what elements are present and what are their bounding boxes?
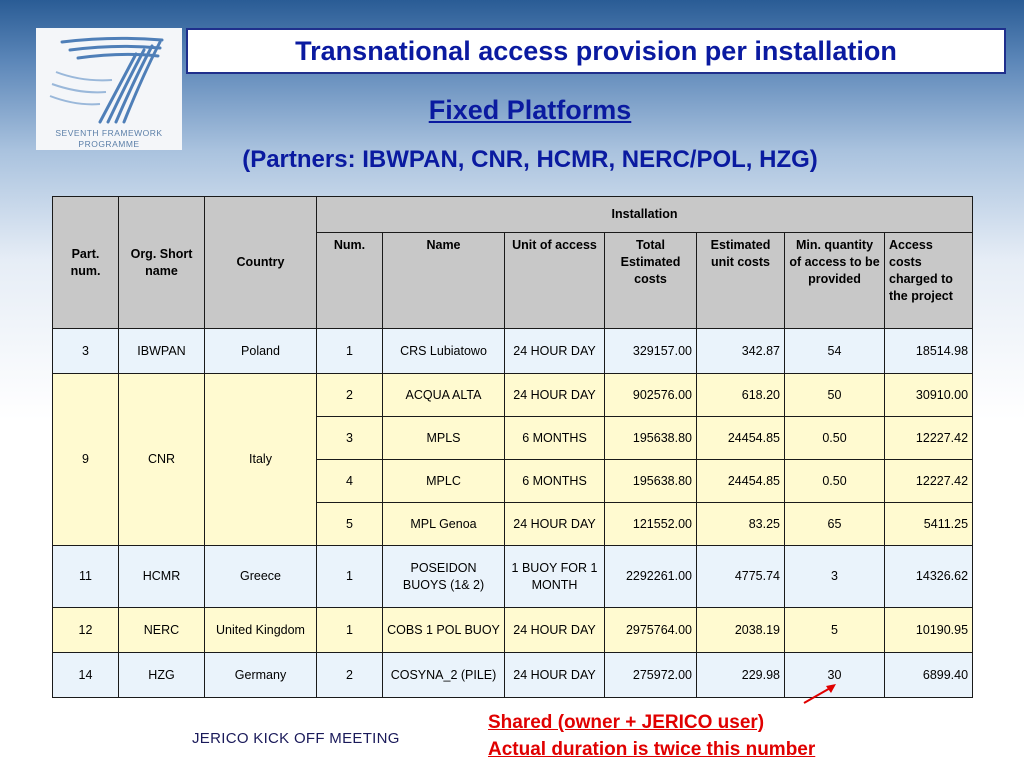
cell-total: 329157.00 xyxy=(605,329,697,374)
header-est-unit: Estimated unit costs xyxy=(697,233,785,329)
cell-num: 1 xyxy=(317,546,383,608)
cell-unit: 1 BUOY FOR 1 MONTH xyxy=(505,546,605,608)
cell-unit-cost: 24454.85 xyxy=(697,460,785,503)
table-row xyxy=(53,374,973,417)
cell-org: NERC xyxy=(119,608,205,653)
cell-part: 11 xyxy=(53,546,119,608)
cell-unit: 24 HOUR DAY xyxy=(505,653,605,698)
cell-org: HZG xyxy=(119,653,205,698)
page-title: Transnational access provision per installation xyxy=(295,35,897,66)
header-installation: Installation xyxy=(317,197,973,233)
cell-org: HCMR xyxy=(119,546,205,608)
cell-min: 54 xyxy=(785,329,885,374)
cell-unit-cost: 618.20 xyxy=(697,374,785,417)
note-shared: Shared (owner + JERICO user) xyxy=(488,712,765,733)
cell-total: 2975764.00 xyxy=(605,608,697,653)
cell-access: 12227.42 xyxy=(885,460,973,503)
logo-text-line2: PROGRAMME xyxy=(78,139,140,149)
cell-name: MPLS xyxy=(383,417,505,460)
cell-name: COBS 1 POL BUOY xyxy=(383,608,505,653)
cell-unit-cost: 2038.19 xyxy=(697,608,785,653)
cell-org: CNR xyxy=(119,374,205,546)
cell-name: ACQUA ALTA xyxy=(383,374,505,417)
cell-name: MPLC xyxy=(383,460,505,503)
cell-access: 5411.25 xyxy=(885,503,973,546)
logo-text-line1: SEVENTH FRAMEWORK xyxy=(55,128,163,138)
cell-unit: 24 HOUR DAY xyxy=(505,374,605,417)
cell-num: 2 xyxy=(317,653,383,698)
cell-min: 30 xyxy=(785,653,885,698)
installation-table xyxy=(52,196,973,698)
cell-country: United Kingdom xyxy=(205,608,317,653)
cell-part: 14 xyxy=(53,653,119,698)
cell-name: MPL Genoa xyxy=(383,503,505,546)
cell-part: 3 xyxy=(53,329,119,374)
cell-access: 12227.42 xyxy=(885,417,973,460)
cell-min: 5 xyxy=(785,608,885,653)
cell-total: 195638.80 xyxy=(605,460,697,503)
cell-org: IBWPAN xyxy=(119,329,205,374)
cell-unit-cost: 83.25 xyxy=(697,503,785,546)
cell-access: 10190.95 xyxy=(885,608,973,653)
cell-unit: 6 MONTHS xyxy=(505,417,605,460)
cell-country: Germany xyxy=(205,653,317,698)
header-total: Total Estimated costs xyxy=(605,233,697,329)
cell-access: 14326.62 xyxy=(885,546,973,608)
cell-num: 1 xyxy=(317,608,383,653)
cell-total: 2292261.00 xyxy=(605,546,697,608)
table-row xyxy=(53,329,973,374)
cell-name: POSEIDON BUOYS (1& 2) xyxy=(383,546,505,608)
cell-country: Poland xyxy=(205,329,317,374)
cell-min: 0.50 xyxy=(785,417,885,460)
cell-min: 0.50 xyxy=(785,460,885,503)
header-access-costs: Access costs charged to the project xyxy=(885,233,973,329)
red-arrow-icon xyxy=(800,682,840,706)
table-row xyxy=(53,608,973,653)
cell-total: 121552.00 xyxy=(605,503,697,546)
section-subtitle: Fixed Platforms xyxy=(428,95,632,125)
cell-unit: 24 HOUR DAY xyxy=(505,503,605,546)
cell-num: 4 xyxy=(317,460,383,503)
cell-total: 195638.80 xyxy=(605,417,697,460)
cell-country: Italy xyxy=(205,374,317,546)
title-box xyxy=(186,28,1006,74)
cell-total: 902576.00 xyxy=(605,374,697,417)
footer-meeting-label: JERICO KICK OFF MEETING xyxy=(192,730,400,747)
cell-name: CRS Lubiatowo xyxy=(383,329,505,374)
cell-min: 65 xyxy=(785,503,885,546)
cell-total: 275972.00 xyxy=(605,653,697,698)
cell-unit: 24 HOUR DAY xyxy=(505,608,605,653)
cell-access: 6899.40 xyxy=(885,653,973,698)
cell-num: 5 xyxy=(317,503,383,546)
cell-name: COSYNA_2 (PILE) xyxy=(383,653,505,698)
partners-line: (Partners: IBWPAN, CNR, HCMR, NERC/POL, HZG) xyxy=(242,146,818,173)
header-country: Country xyxy=(205,197,317,329)
cell-unit-cost: 342.87 xyxy=(697,329,785,374)
header-unit: Unit of access xyxy=(505,233,605,329)
header-min-qty: Min. quantity of access to be provided xyxy=(785,233,885,329)
cell-unit-cost: 229.98 xyxy=(697,653,785,698)
cell-num: 1 xyxy=(317,329,383,374)
cell-part: 12 xyxy=(53,608,119,653)
cell-unit-cost: 24454.85 xyxy=(697,417,785,460)
header-name: Name xyxy=(383,233,505,329)
cell-min: 50 xyxy=(785,374,885,417)
cell-part: 9 xyxy=(53,374,119,546)
cell-num: 2 xyxy=(317,374,383,417)
header-part-num: Part. num. xyxy=(53,197,119,329)
table-row xyxy=(53,546,973,608)
cell-access: 30910.00 xyxy=(885,374,973,417)
fp7-logo xyxy=(36,28,182,150)
cell-num: 3 xyxy=(317,417,383,460)
cell-min: 3 xyxy=(785,546,885,608)
cell-unit-cost: 4775.74 xyxy=(697,546,785,608)
header-num: Num. xyxy=(317,233,383,329)
header-org: Org. Short name xyxy=(119,197,205,329)
cell-unit: 24 HOUR DAY xyxy=(505,329,605,374)
note-duration: Actual duration is twice this number xyxy=(488,739,816,760)
cell-unit: 6 MONTHS xyxy=(505,460,605,503)
cell-country: Greece xyxy=(205,546,317,608)
fp7-logo-mark xyxy=(42,32,176,126)
cell-access: 18514.98 xyxy=(885,329,973,374)
